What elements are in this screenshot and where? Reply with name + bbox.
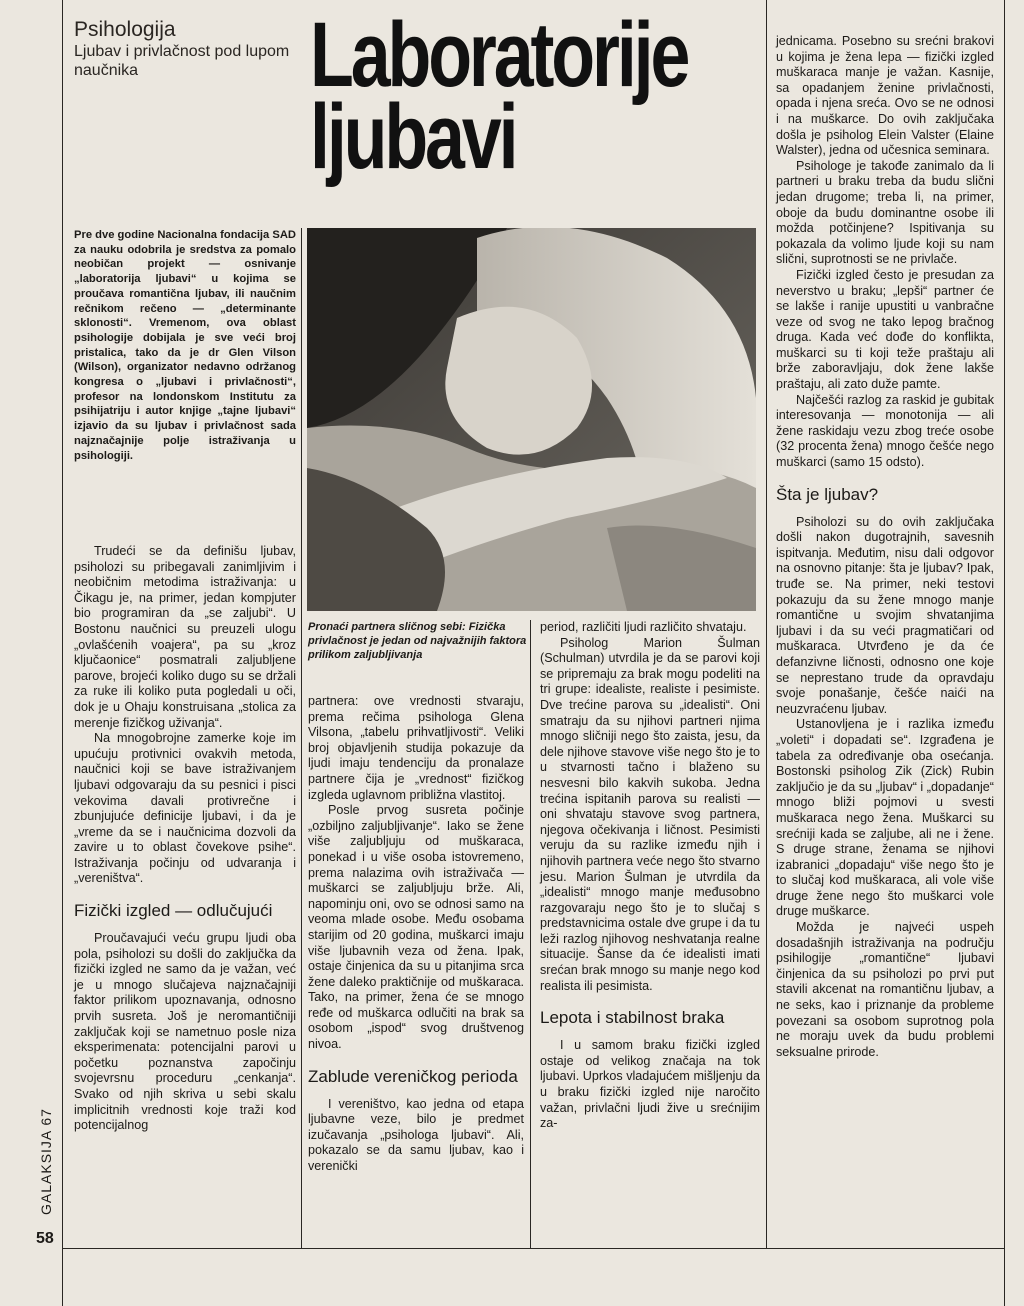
subheading: Lepota i stabilnost braka — [540, 1008, 725, 1028]
couple-photo — [307, 228, 756, 611]
paragraph: partnera: ove vrednosti stvaraju, prema rečima psihologa Glena Vilsona, „tabelu prihvatljivosti“. Veliki broj objavljenih studija pokazuje da ljudi imaju tendenciju da pronalaze partnere čija je „vrednost“ fizičkog izgleda uglavnom približna vlastitoj. — [308, 694, 524, 802]
article-column-4 — [776, 34, 994, 1060]
paragraph: Psiholog Marion Šulman (Schulman) utvrdila je da se parovi koji se pripremaju za brak mogu podeliti na tri grupe: idealiste, realiste i pesimiste. Dve trećine parova su „idealisti“. Oni smatraju da su njihovi partneri njima mnogo sličniji nego što zaista, jesu, da dele njihove stavove više nego što je to u stvarnosti tačno i blaženo su nesvesni bilo kakvih sukoba. Jedna trećina ispitanih parova su realisti — oni shvataju stavove svog partnera, njegova očekivanja i ličnost. Pesimisti veruju da su razlike između njih i njihovih partnera veće nego što stvarno jesu. Marion Šulman je utvrdila da „idealisti“ mnogo manje međusobno razgovaraju nego što je to slučaj s predstavnicima ostale dve grupe i da tu leži razlog njihovog neshvatanja realne situacije. Šanse da će idealisti imati srećan brak mnogo su manje nego kod realista ili pesimista. — [540, 635, 760, 993]
paragraph: Ustanovljena je i razlika između „voleti“ i dopadati se“. Izgrađena je tabela za određivanje oba osećanja. Bostonski psiholog Zik (Zick) Rubin zaključio je da su „ljubav“ i „dopadanje“ mnogo bliži pojmovi u svesti muškaraca nego žena. Muškarci su srećniji kada se zaljube, ali ne i žene. S druge strane, ženama se njihovi izabranici „dopadaju“ više nego što je to slučaj kod muškaraca, ali vole više druge žene nego što muškarci vole druge muškarce. — [776, 717, 994, 919]
paragraph: Psihologe je takođe zanimalo da li partneri u braku treba da budu slični jedan drugome; treba li, na primer, oboje da budu dominantne osobe ili možda potčinjene? Ispitivanja su pokazala da volimo ljude koji su nam slični, suprotnosti se ne privlače. — [776, 158, 994, 267]
bleed-through-bottom — [250, 1262, 970, 1302]
paragraph: jednicama. Posebno su srećni brakovi u kojima je žena lepa — fizički izgled muškaraca manje je važan. Kasnije, sa opadanjem ženine privlačnosti, opada i njena sreća. Ovo se ne odnosi i na muškarce. Do ovih zaključaka došla je psiholog Elein Valster (Elaine Walster), jedna od učesnica seminara. — [776, 34, 994, 158]
headline-line-1: Laboratorije — [310, 4, 688, 106]
subheading: Zablude vereničkog perioda — [308, 1066, 518, 1086]
section-header — [74, 18, 304, 80]
headline-line-2: ljubavi — [310, 86, 516, 188]
article-column-1 — [74, 544, 296, 1134]
right-page-edge-rule — [1004, 0, 1005, 1306]
column-rule-3 — [766, 0, 767, 1248]
article-lead: Pre dve godine Nacionalna fondacija SAD za nauku odobrila je sredstva za pomalo neobičan projekt — osnivanje „laboratorija ljubavi“ u kojima se proučava romantična ljubav, ili naučnim rečnikom rečeno — „determinante sklonosti“. Vremenom, ova oblast psihologije dobijala je sve veći broj pristalica, tako da je dr Glen Vilson (Wilson), organizator nedavno održanog kongresa o „ljubavi i privlačnosti“, profesor na londonskom Institutu za psihijatriju i autor knjige „tajne ljubavi“ izjavio da su ljubav i privlačnost sada najznačajnije polje istraživanja u psihologiji. — [74, 229, 296, 462]
paragraph: Posle prvog susreta počinje „ozbiljno zaljubljivanje“. Iako se žene više zaljubljuju od muškaraca, ponekad i u više osoba istovremeno, prema nalazima ovih istraživača — muškarci se zaljubljuju brže. Ali, napominju oni, ovo se odnosi samo na veoma mlade osobe. Među osobama starijim od 20 godina, muškarci imaju više ljubavnih veza od žena. Ipak, ostaje činjenica da su u pitanjima srca žene daleko praktičnije od muškaraca. Tako, na primer, žena će se mnogo ređe od muškarca odlučiti na brak sa osobom „ispod“ svog društvenog nivoa. — [308, 803, 524, 1052]
subheading: Fizički izgled — odlučujući — [74, 901, 273, 921]
footer-rule — [62, 1248, 1004, 1249]
column-rule-1 — [301, 228, 302, 1248]
paragraph: period, različiti ljudi različito shvataju. — [540, 620, 747, 634]
paragraph: Možda je najveći uspeh dosadašnjih istraživanja na području psihilogije „romantične“ ljubavi činjenica da su psiholozi po prvi put stavili akcenat na romantičnu ljubav, a ne seks, kao i priznanje da probleme povezani sa osobom suprotnog pola ne moraju uvek da budu problemi seksualne prirode. — [776, 920, 994, 1059]
paragraph: Trudeći se da definišu ljubav, psiholozi su pribegavali zanimljivim i neobičnim metodima istraživanja: u Čikagu je, na primer, jedan kompjuter bio programiran da „se zaljubi“. U Bostonu naučnici su preuzeli ulogu „ovlašćenih voajera“, pa su „kroz ključaonice“ posmatrali zaljubljene parove, brojeći koliko dugo su se držali za ruke ili koliko puta pogledali u oči, dok je u Ohaju konstruisana „stolica za merenje fizičkog uživanja“. — [74, 544, 296, 730]
paragraph: Na mnogobrojne zamerke koje im upućuju protivnici ovakvih metoda, naučnici koji se bave istraživanjem ljubavi odgovaraju da su pesnici i pisci vekovima davali protivrečne i zbunjujuće definicije ljubavi, i da je „vreme da se i naučnicima dozvoli da zavire u to oblast čovekove psihe“. Istraživanja počinju od udvaranja i „vereništva“. — [74, 731, 296, 886]
section-title: Psihologija — [74, 18, 176, 41]
paragraph: Najčešći razlog za raskid je gubitak interesovanja — monotonija — ali žene raskidaju vezu zbog treće osobe (32 procenta žena) mnogo češće nego muškarci (samo 15 odsto). — [776, 392, 994, 470]
page-number: 58 — [36, 1230, 54, 1247]
paragraph: Psiholozi su do ovih zaključaka došli nakon dugotrajnih, savesnih ispitvanja. Međutim, nisu dali odgovor na osnovno pitanje: šta je ljubav? Ipak, truđe se. Na primer, neki testovi pokazuju da su žene mnogo manje romantične u svojim shvatanjima ljubavi i da su veći pragmatičari od muškaraca. Utvrđeno je da će defanzivne ličnosti, odnosno one koje se neprestano trude da opravdaju svoje ponašanje, češće naići na neuzvraćenu ljubav. — [776, 514, 994, 716]
column-rule-2 — [530, 620, 531, 1248]
paragraph: Proučavajući veću grupu ljudi oba pola, psiholozi su došli do zaključka da fizički izgled ne samo da je važan, već je u mnogo slučajeva najznačajniji faktor prilikom upoznavanja, odnosno prvih susreta. Još je neromantičniji zaključak koji se nametnuo posle niza eksperimenata: potencijalni parovi u početku poznanstva započinju svojevrsnu proceduru „cenkanja“. Svako od njih skriva u sebi skalu implicitnih vrednosti koje traži kod potencijalnog — [74, 931, 296, 1133]
article-column-3 — [540, 620, 760, 1132]
paragraph: I u samom braku fizički izgled ostaje od velikog značaja na tok ljubavi. Uprkos vladajućem mišljenju da u braku fizički izgled nije naročito važan, privlačni ljudi žive u srećnijim za- — [540, 1038, 760, 1131]
paragraph: Fizički izgled često je presudan za neverstvo u braku; „lepši“ partner će se lakše i ranije upustiti u vanbračne veze od svog ne tako lepog bračnog druga. Kada već dođe do konflikta, muškarci su ti koji teže praštaju ali brže zaboravljaju, dok žene lakše praštaju, ali zato duže pamte. — [776, 267, 994, 392]
article-column-2 — [308, 694, 524, 1175]
magazine-name: GALAKSIJA 67 — [38, 1108, 54, 1215]
article-headline — [310, 4, 688, 188]
left-page-edge-rule — [62, 0, 63, 1306]
subheading: Šta je ljubav? — [776, 484, 879, 504]
couple-photo-illustration — [307, 228, 756, 611]
section-subtitle: Ljubav i privlačnost pod lupom naučnika — [74, 43, 290, 79]
paragraph: I vereništvo, kao jedna od etapa ljubavne veze, bilo je predmet izučavanja „psihologa ljubavi“. Ali, pokazalo se da samu ljubav, kao i verenički — [308, 1096, 524, 1174]
photo-caption: Pronaći partnera sličnog sebi: Fizička privlačnost je jedan od najvažnijih faktora prilikom zaljubljivanja — [308, 621, 527, 661]
